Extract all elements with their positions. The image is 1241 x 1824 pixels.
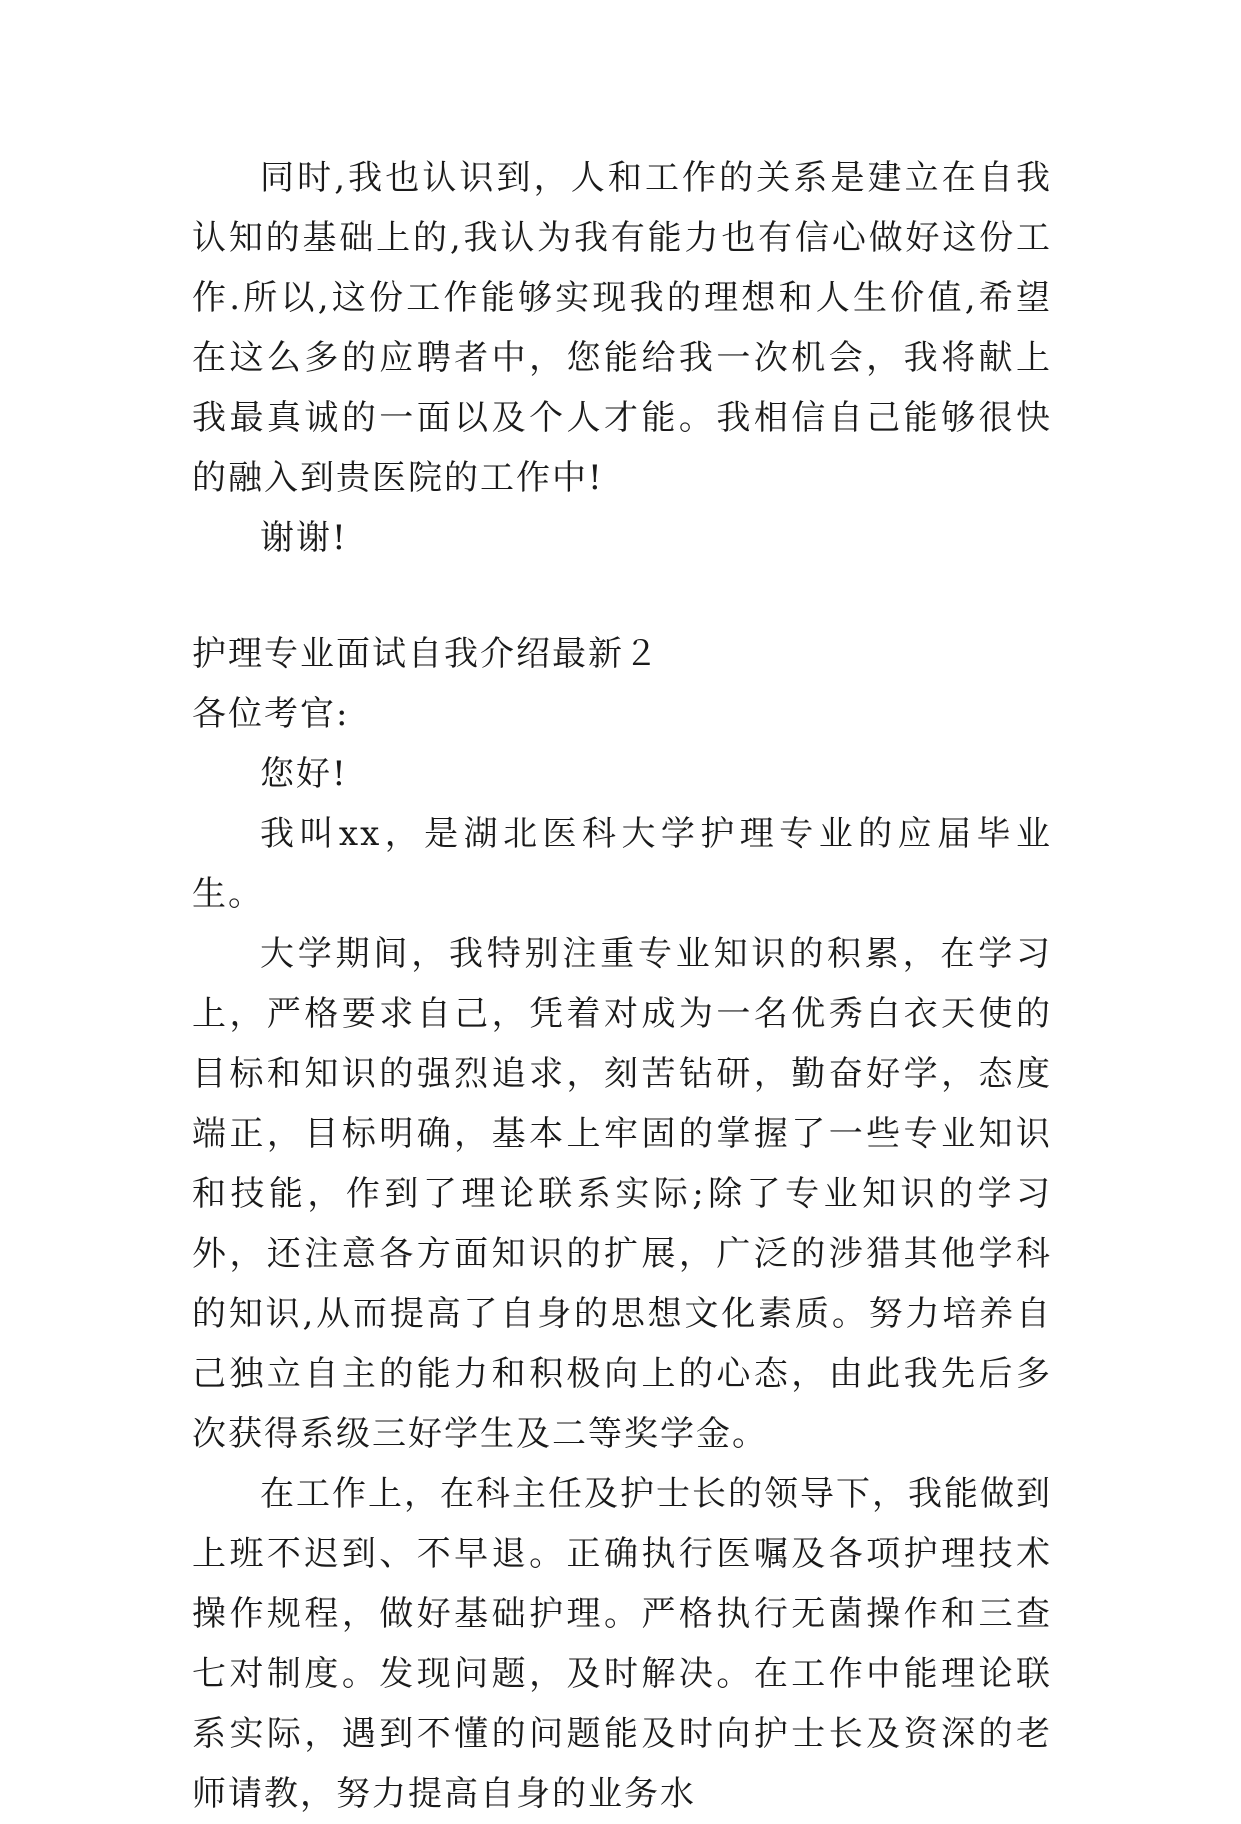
paragraph-work: 在工作上，在科主任及护士长的领导下，我能做到上班不迟到、不早退。正确执行医嘱及各项护理技术操作规程，做好基础护理。严格执行无菌操作和三查七对制度。发现问题，及时解决。在工作中能理论联系实际，遇到不懂的问题能及时向护士长及资深的老师请教，努力提高自身的业务水 xyxy=(192,1474,1052,1814)
document-body xyxy=(192,148,1052,1824)
paragraph-cognition: 同时,我也认识到，人和工作的关系是建立在自我认知的基础上的,我认为我有能力也有信心做好这份工作.所以,这份工作能够实现我的理想和人生价值,希望在这么多的应聘者中，您能给我一次机会，我将献上我最真诚的一面以及个人才能。我相信自己能够很快的融入到贵医院的工作中! xyxy=(192,158,1052,498)
paragraph-greeting: 您好! xyxy=(260,754,348,794)
paragraph-university: 大学期间，我特别注重专业知识的积累，在学习上，严格要求自己，凭着对成为一名优秀白衣天使的目标和知识的强烈追求，刻苦钻研，勤奋好学，态度端正，目标明确，基本上牢固的掌握了一些专业知识和技能，作到了理论联系实际;除了专业知识的学习外，还注意各方面知识的扩展，广泛的涉猎其他学科的知识,从而提高了自身的思想文化素质。努力培养自己独立自主的能力和积极向上的心态，由此我先后多次获得系级三好学生及二等奖学金。 xyxy=(192,934,1052,1454)
section-gap xyxy=(192,568,1052,624)
paragraph-thanks: 谢谢! xyxy=(260,518,348,558)
salutation: 各位考官: xyxy=(192,694,350,734)
section-title: 护理专业面试自我介绍最新２ xyxy=(192,634,660,674)
paragraph-introduction: 我叫xx，是湖北医科大学护理专业的应届毕业生。 xyxy=(192,814,1052,914)
